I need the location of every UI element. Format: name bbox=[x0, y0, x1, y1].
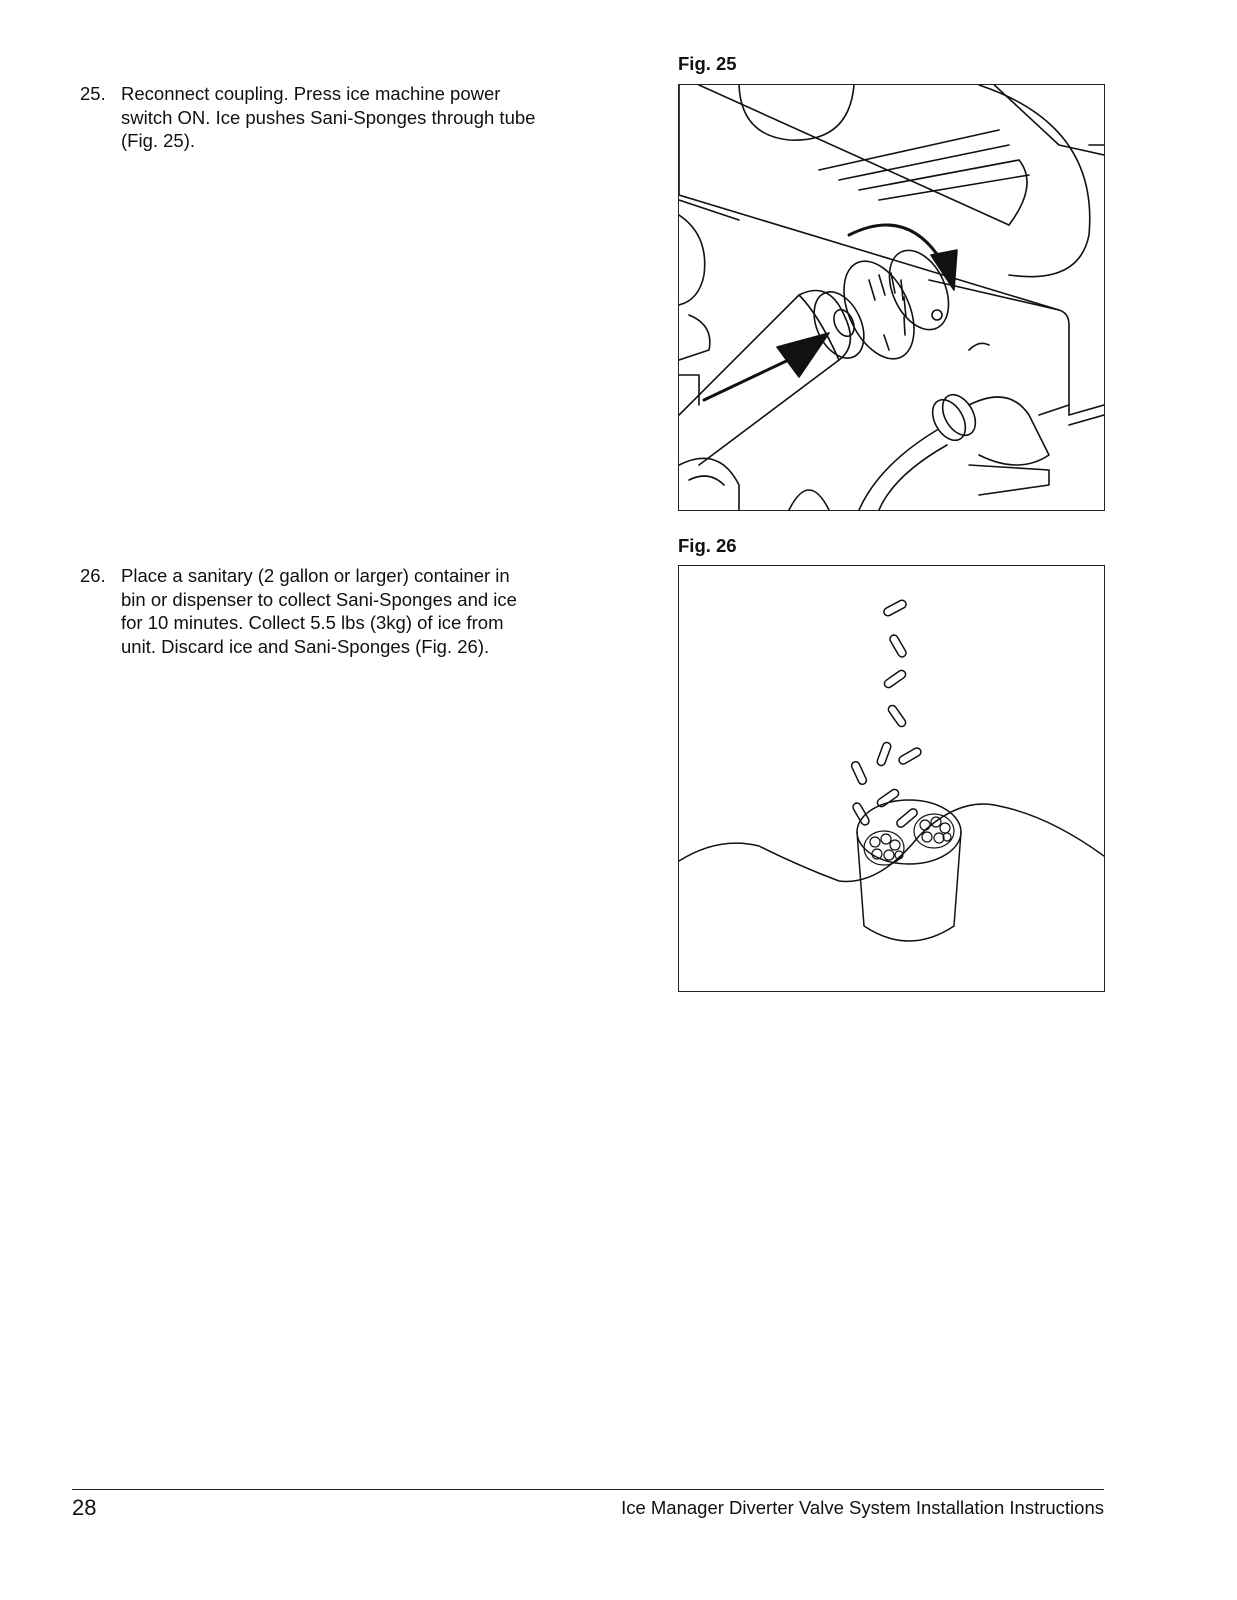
step-number: 26. bbox=[80, 565, 106, 586]
step-text bbox=[121, 82, 581, 153]
step-line: bin or dispenser to collect Sani-Sponges and ice bbox=[121, 588, 517, 610]
step-line: (Fig. 25). bbox=[121, 130, 196, 151]
sani-sponge-group bbox=[850, 599, 922, 829]
step-text bbox=[121, 564, 581, 658]
figure-26-illustration bbox=[678, 565, 1105, 992]
step-line: unit. Discard ice and Sani-Sponges (Fig. 26). bbox=[121, 635, 490, 657]
step-line: Place a sanitary (2 gallon or larger) container in bbox=[121, 565, 510, 586]
figure-25-illustration bbox=[678, 84, 1105, 511]
figure-26-caption: Fig. 26 bbox=[678, 535, 737, 556]
page-number: 28 bbox=[72, 1495, 97, 1520]
step-line: Reconnect coupling. Press ice machine power bbox=[121, 83, 501, 104]
step-line: switch ON. Ice pushes Sani-Sponges through tube bbox=[121, 106, 536, 128]
figure-25-caption: Fig. 25 bbox=[678, 53, 737, 74]
step-line: for 10 minutes. Collect 5.5 lbs (3kg) of ice from bbox=[121, 612, 504, 633]
step-number: 25. bbox=[80, 83, 106, 104]
footer-rule bbox=[72, 1489, 1104, 1490]
document-title: Ice Manager Diverter Valve System Installation Instructions bbox=[621, 1497, 1104, 1518]
